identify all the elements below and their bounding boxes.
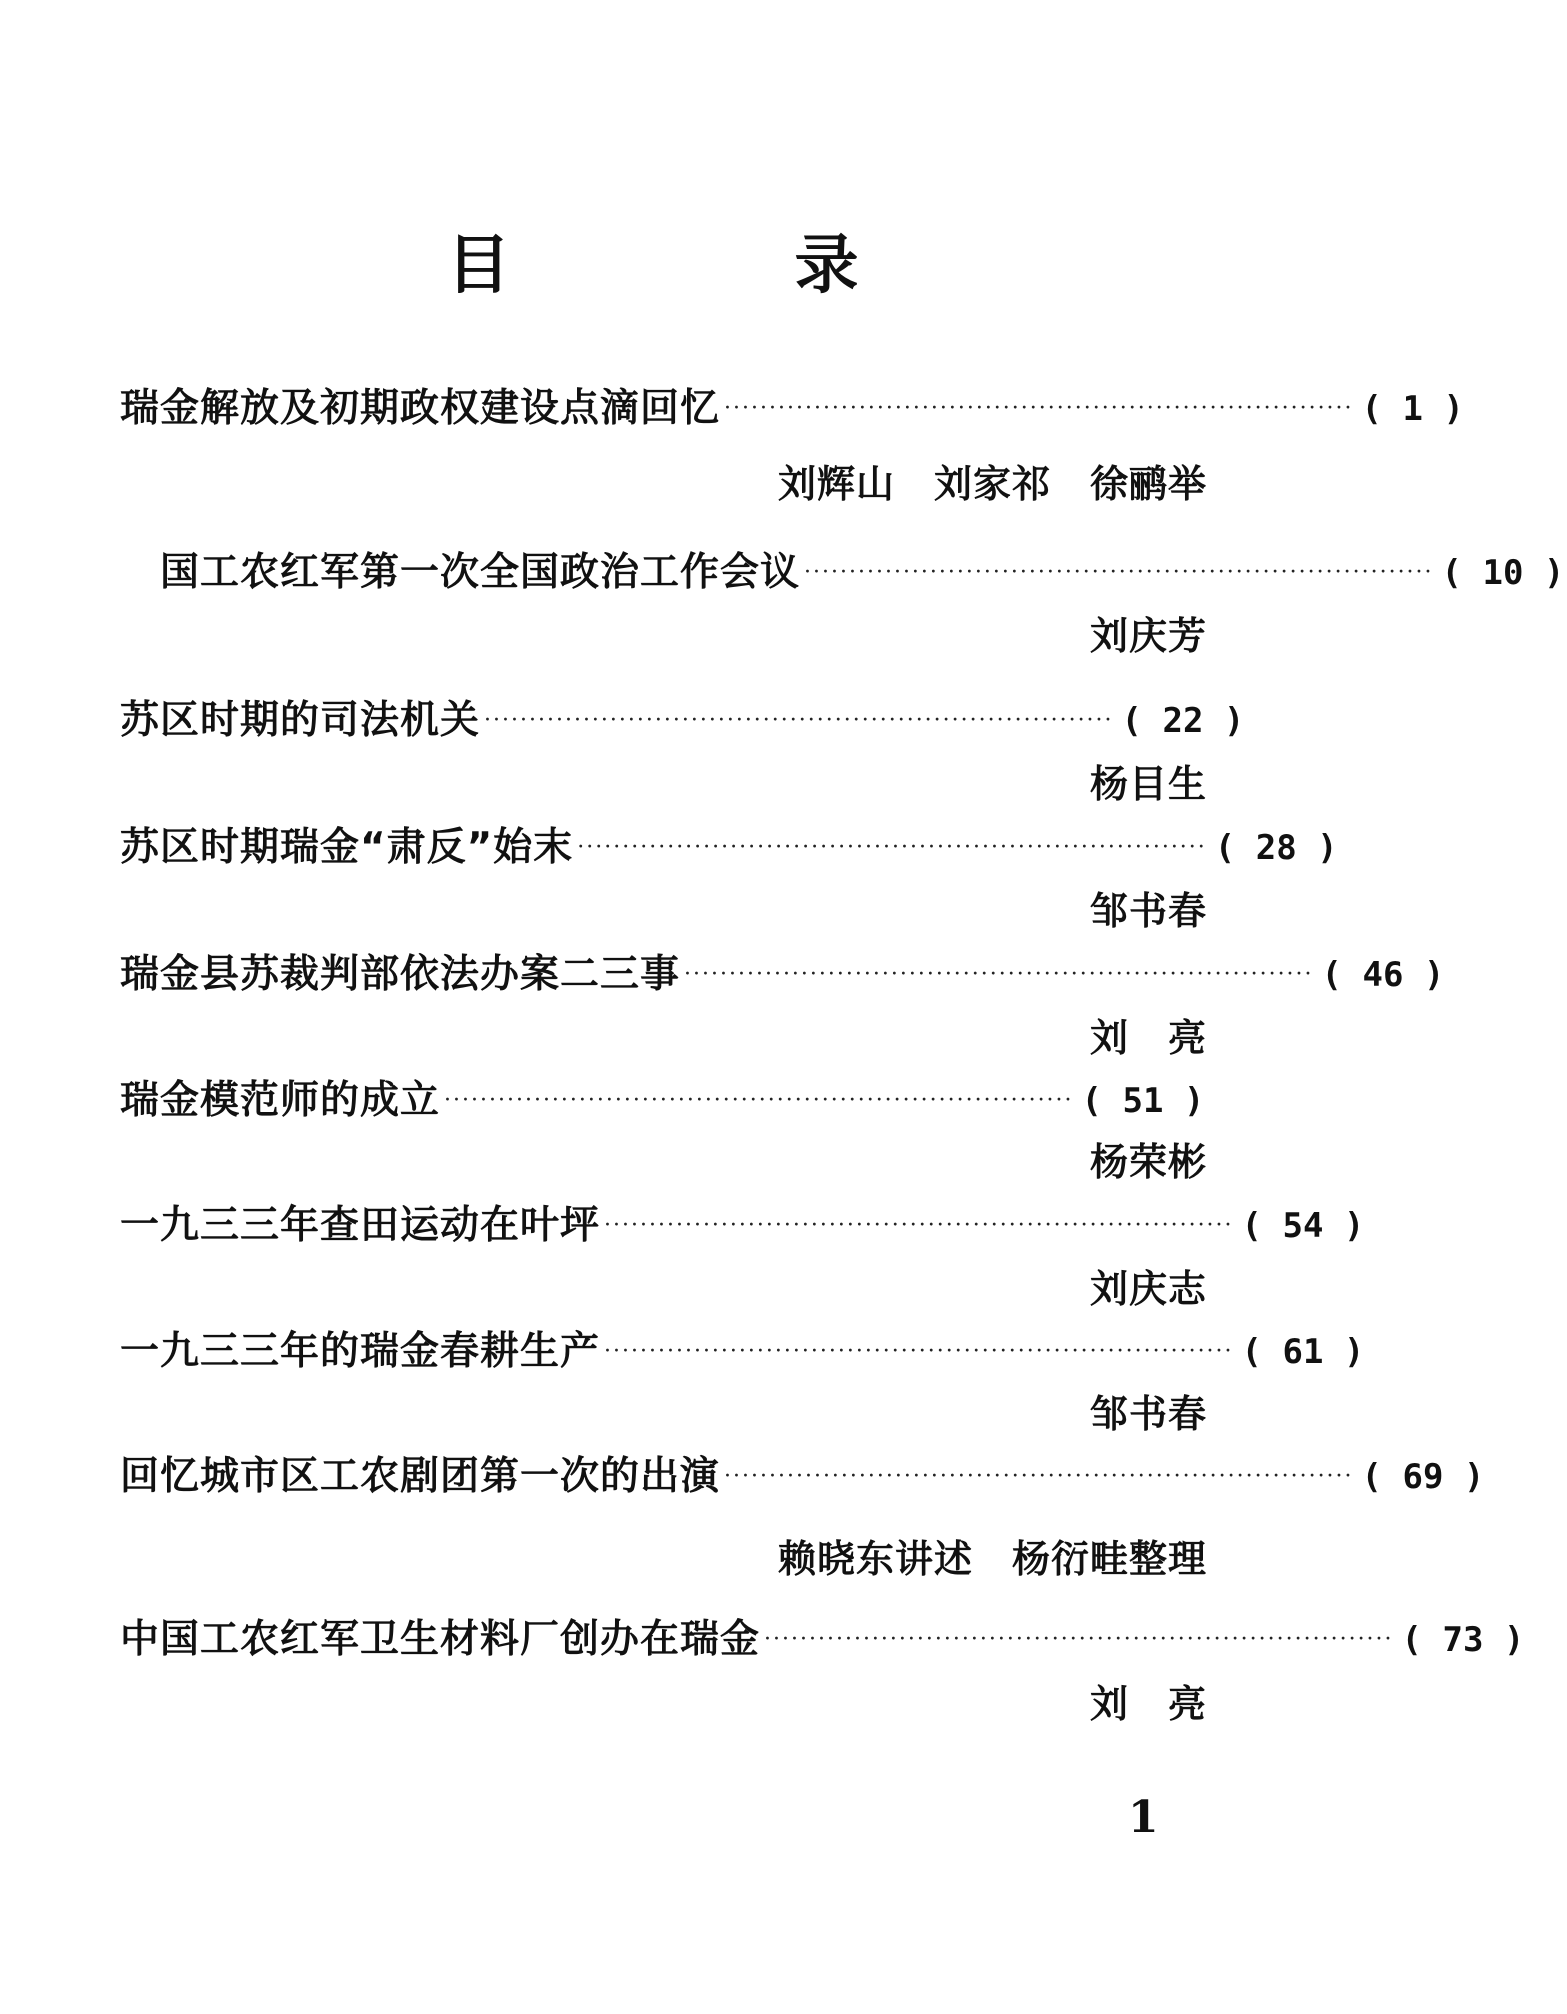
toc-entry	[120, 547, 1565, 599]
toc-entry	[120, 1326, 1365, 1378]
entry-title: 一九三三年的瑞金春耕生产	[120, 1329, 601, 1374]
entry-author: 邹书春	[1089, 889, 1207, 933]
entry-author: 杨目生	[1089, 762, 1207, 806]
toc-entry	[120, 1200, 1365, 1252]
dot-leader: ······································································	[764, 1627, 1394, 1652]
toc-entry	[120, 1075, 1205, 1127]
dot-leader: ······································································	[604, 1213, 1234, 1238]
toc-entry	[120, 1451, 1485, 1503]
entry-author: 赖晓东讲述 杨衍畦整理	[777, 1537, 1207, 1581]
dot-leader: ······································································	[804, 560, 1434, 585]
entry-page-number: ( 28 )	[1214, 828, 1338, 868]
entry-page-number: ( 22 )	[1121, 701, 1245, 741]
dot-leader: ······································································	[724, 1464, 1354, 1489]
entry-title: 瑞金模范师的成立	[120, 1078, 441, 1123]
dot-leader: ······································································	[444, 1088, 1074, 1113]
toc-entry	[120, 949, 1445, 1001]
toc-entry	[120, 822, 1338, 874]
dot-leader: ······································································	[577, 835, 1207, 860]
entry-author: 杨荣彬	[1089, 1140, 1207, 1184]
entry-title: 苏区时期的司法机关	[120, 698, 481, 743]
entry-title: 国工农红军第一次全国政治工作会议	[120, 550, 801, 595]
entry-title: 瑞金县苏裁判部依法办案二三事	[120, 952, 681, 997]
entry-page-number: ( 1 )	[1361, 389, 1464, 429]
entry-title: 瑞金解放及初期政权建设点滴回忆	[120, 386, 721, 431]
toc-entry	[120, 383, 1464, 435]
entry-page-number: ( 69 )	[1361, 1457, 1485, 1497]
dot-leader: ······································································	[724, 396, 1354, 421]
entry-title: 一九三三年查田运动在叶坪	[120, 1203, 601, 1248]
page-title: 目 录	[446, 228, 969, 303]
entry-page-number: ( 73 )	[1401, 1620, 1525, 1660]
entry-title: 回忆城市区工农剧团第一次的出演	[120, 1454, 721, 1499]
dot-leader: ······································································	[684, 962, 1314, 987]
entry-title: 中国工农红军卫生材料厂创办在瑞金	[120, 1617, 761, 1662]
entry-author: 刘庆志	[1089, 1267, 1207, 1311]
entry-page-number: ( 54 )	[1241, 1206, 1365, 1246]
entry-author: 刘 亮	[1089, 1682, 1207, 1726]
toc-entry	[120, 1614, 1525, 1666]
dot-leader: ······································································	[484, 708, 1114, 733]
page-number: 1	[1128, 1792, 1159, 1843]
entry-title: 苏区时期瑞金“肃反”始末	[120, 825, 574, 870]
entry-page-number: ( 61 )	[1241, 1332, 1365, 1372]
entry-author: 刘辉山 刘家祁 徐鹂举	[777, 462, 1207, 506]
entry-page-number: ( 51 )	[1081, 1081, 1205, 1121]
toc-entry	[120, 695, 1245, 747]
dot-leader: ······································································	[604, 1339, 1234, 1364]
entry-page-number: ( 10 )	[1441, 553, 1565, 593]
entry-author: 刘 亮	[1089, 1016, 1207, 1060]
entry-page-number: ( 46 )	[1321, 955, 1445, 995]
entry-author: 刘庆芳	[1089, 614, 1207, 658]
entry-author: 邹书春	[1089, 1392, 1207, 1436]
